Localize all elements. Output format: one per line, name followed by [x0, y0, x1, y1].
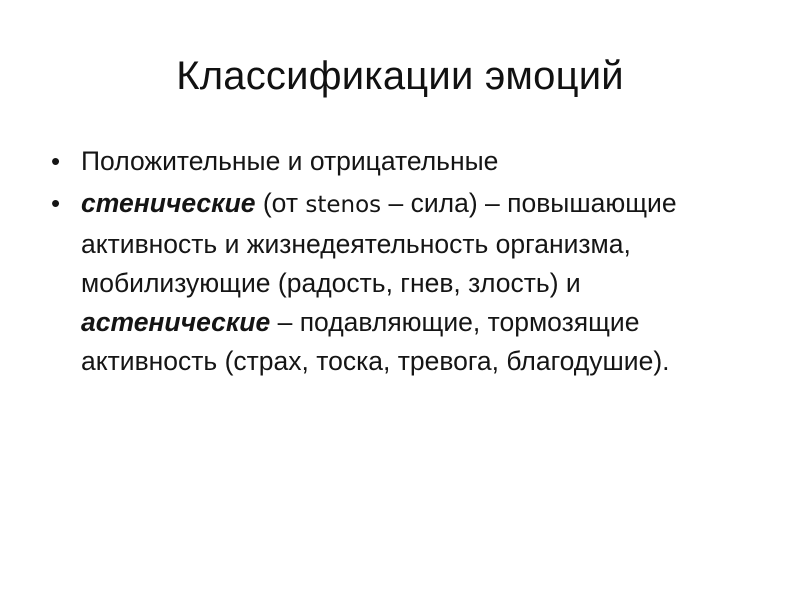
bullet-text-part: (от	[255, 188, 306, 218]
bullet-text-part: – сила) – повышающие активность и жизнедеятельность организма, мобилизующие (радость, гнев, злость) и	[81, 188, 677, 298]
bullet-marker: •	[51, 188, 61, 218]
term-asthenic: астенические	[81, 307, 271, 337]
bullet-item-sthenic-asthenic	[50, 184, 750, 381]
term-stenos: stenos	[305, 192, 382, 218]
bullet-item-positive-negative	[50, 142, 750, 181]
bullet-text-part: – подавляющие, тормозящие активность (страх, тоска, тревога, благодушие).	[81, 307, 670, 376]
bullet-text: Положительные и отрицательные	[81, 146, 499, 176]
bullet-list	[50, 142, 750, 381]
slide-title: Классификации эмоций	[176, 54, 624, 98]
bullet-marker: •	[51, 146, 61, 176]
term-sthenic: стенические	[81, 188, 256, 218]
